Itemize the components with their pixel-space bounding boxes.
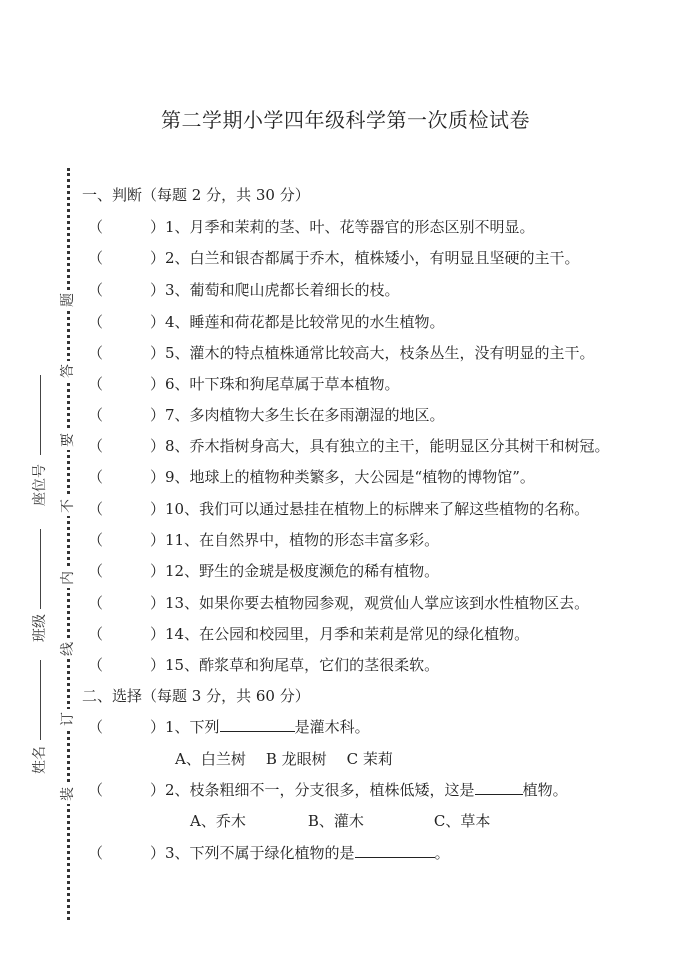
question-item xyxy=(88,216,535,237)
answer-paren-close: ） xyxy=(150,218,166,236)
answer-paren-close: ） xyxy=(150,375,166,393)
margin-char: 订 xyxy=(59,709,77,729)
answer-paren-close: ） xyxy=(150,781,166,799)
answer-paren-close: ） xyxy=(150,313,166,331)
question-item xyxy=(88,247,580,268)
question-text: 12、野生的金琥是极度濒危的稀有植物。 xyxy=(165,562,440,580)
answer-paren-open[interactable]: （ xyxy=(88,531,104,549)
answer-paren-close: ） xyxy=(150,562,166,580)
question-text: 14、在公园和校园里，月季和茉莉是常见的绿化植物。 xyxy=(165,625,530,643)
margin-char: 题 xyxy=(59,290,77,310)
answer-paren-close: ） xyxy=(150,718,166,736)
answer-paren-open[interactable]: （ xyxy=(88,718,104,736)
answer-paren-open[interactable]: （ xyxy=(88,656,104,674)
answer-paren-close: ） xyxy=(150,500,166,518)
question-text-post: 是灌木科。 xyxy=(294,718,370,736)
answer-paren-open[interactable]: （ xyxy=(88,562,104,580)
question-item xyxy=(88,466,535,487)
answer-paren-close: ） xyxy=(150,281,166,299)
seat-number-line xyxy=(40,375,41,455)
answer-paren-open[interactable]: （ xyxy=(88,594,104,612)
name-label: 姓名 xyxy=(32,746,48,774)
answer-paren-close: ） xyxy=(150,594,166,612)
answer-paren-open[interactable]: （ xyxy=(88,500,104,518)
answer-paren-open[interactable]: （ xyxy=(88,625,104,643)
question-item xyxy=(88,529,439,550)
question-item xyxy=(88,560,439,581)
question-text: 4、睡莲和荷花都是比较常见的水生植物。 xyxy=(165,313,445,331)
answer-paren-close: ） xyxy=(150,437,166,455)
margin-char: 装 xyxy=(59,784,77,804)
margin-char: 不 xyxy=(59,496,77,516)
question-item xyxy=(88,498,589,519)
answer-paren-close: ） xyxy=(150,468,166,486)
question-text: 6、叶下珠和狗尾草属于草本植物。 xyxy=(165,375,400,393)
answer-paren-open[interactable]: （ xyxy=(88,781,104,799)
question-text-pre: 3、下列不属于绿化植物的是 xyxy=(165,844,355,862)
answer-paren-close: ） xyxy=(150,531,166,549)
question-text: 5、灌木的特点植株通常比较高大，枝条丛生，没有明显的主干。 xyxy=(165,344,595,362)
question-item xyxy=(88,342,595,363)
question-text-post: 。 xyxy=(434,844,450,862)
margin-char: 要 xyxy=(59,430,77,450)
answer-paren-open[interactable]: （ xyxy=(88,406,104,424)
answer-paren-open[interactable]: （ xyxy=(88,375,104,393)
answer-paren-open[interactable]: （ xyxy=(88,313,104,331)
section-heading-true-false: 一、判断（每题 2 分，共 30 分） xyxy=(82,186,310,204)
answer-paren-close: ） xyxy=(150,249,166,267)
question-text: 2、白兰和银杏都属于乔木，植株矮小，有明显且坚硬的主干。 xyxy=(165,249,580,267)
question-text: 11、在自然界中，植物的形态丰富多彩。 xyxy=(165,531,440,549)
question-text: 7、多肉植物大多生长在多雨潮湿的地区。 xyxy=(165,406,445,424)
question-text: 1、月季和茉莉的茎、叶、花等器官的形态区别不明显。 xyxy=(165,218,535,236)
choice-question-item xyxy=(88,716,370,737)
question-text-post: 植物。 xyxy=(522,781,568,799)
answer-paren-close: ） xyxy=(150,406,166,424)
answer-paren-open[interactable]: （ xyxy=(88,218,104,236)
question-text-pre: 1、下列 xyxy=(165,718,220,736)
option-b[interactable]: B、灌木 xyxy=(307,812,364,830)
question-text: 8、乔木指树身高大，具有独立的主干，能明显区分其树干和树冠。 xyxy=(165,437,610,455)
name-line xyxy=(40,660,41,740)
question-item xyxy=(88,435,610,456)
answer-paren-close: ） xyxy=(150,344,166,362)
margin-char: 答 xyxy=(59,361,77,381)
fill-blank[interactable] xyxy=(475,780,523,795)
answer-paren-open[interactable]: （ xyxy=(88,281,104,299)
answer-paren-open[interactable]: （ xyxy=(88,468,104,486)
question-item xyxy=(88,592,589,613)
choice-question-item xyxy=(88,779,568,800)
answer-paren-close: ） xyxy=(150,844,166,862)
question-item xyxy=(88,311,445,332)
question-item xyxy=(88,654,439,675)
option-b[interactable]: B 龙眼树 xyxy=(265,750,327,768)
fill-blank[interactable] xyxy=(355,843,435,858)
choice-options xyxy=(190,810,490,831)
question-item xyxy=(88,623,529,644)
option-a[interactable]: A、白兰树 xyxy=(175,750,246,768)
choice-options xyxy=(175,748,393,769)
question-text-pre: 2、枝条粗细不一，分支很多，植株低矮，这是 xyxy=(165,781,475,799)
margin-char: 线 xyxy=(59,639,77,659)
answer-paren-close: ） xyxy=(150,656,166,674)
option-c[interactable]: C、草本 xyxy=(433,812,491,830)
answer-paren-open[interactable]: （ xyxy=(88,437,104,455)
question-text: 10、我们可以通过悬挂在植物上的标牌来了解这些植物的名称。 xyxy=(165,500,590,518)
question-item xyxy=(88,404,445,425)
question-item xyxy=(88,279,400,300)
fill-blank[interactable] xyxy=(220,717,295,732)
option-a[interactable]: A、乔木 xyxy=(190,812,246,830)
option-c[interactable]: C 茉莉 xyxy=(346,750,393,768)
seat-number-label: 座位号 xyxy=(32,464,48,506)
question-text: 9、地球上的植物种类繁多，大公园是“植物的博物馆”。 xyxy=(165,468,535,486)
answer-paren-open[interactable]: （ xyxy=(88,249,104,267)
margin-char: 内 xyxy=(59,568,77,588)
answer-paren-close: ） xyxy=(150,625,166,643)
choice-question-item xyxy=(88,842,450,863)
binding-dotted-line xyxy=(67,168,70,920)
answer-paren-open[interactable]: （ xyxy=(88,344,104,362)
class-line xyxy=(40,529,41,609)
question-text: 15、酢浆草和狗尾草，它们的茎很柔软。 xyxy=(165,656,440,674)
exam-title: 第二学期小学四年级科学第一次质检试卷 xyxy=(161,108,530,132)
section-heading-multiple-choice: 二、选择（每题 3 分，共 60 分） xyxy=(82,687,310,705)
class-label: 班级 xyxy=(32,614,48,642)
question-text: 13、如果你要去植物园参观，观赏仙人掌应该到水性植物区去。 xyxy=(165,594,590,612)
question-text: 3、葡萄和爬山虎都长着细长的枝。 xyxy=(165,281,400,299)
question-item xyxy=(88,373,400,394)
answer-paren-open[interactable]: （ xyxy=(88,844,104,862)
